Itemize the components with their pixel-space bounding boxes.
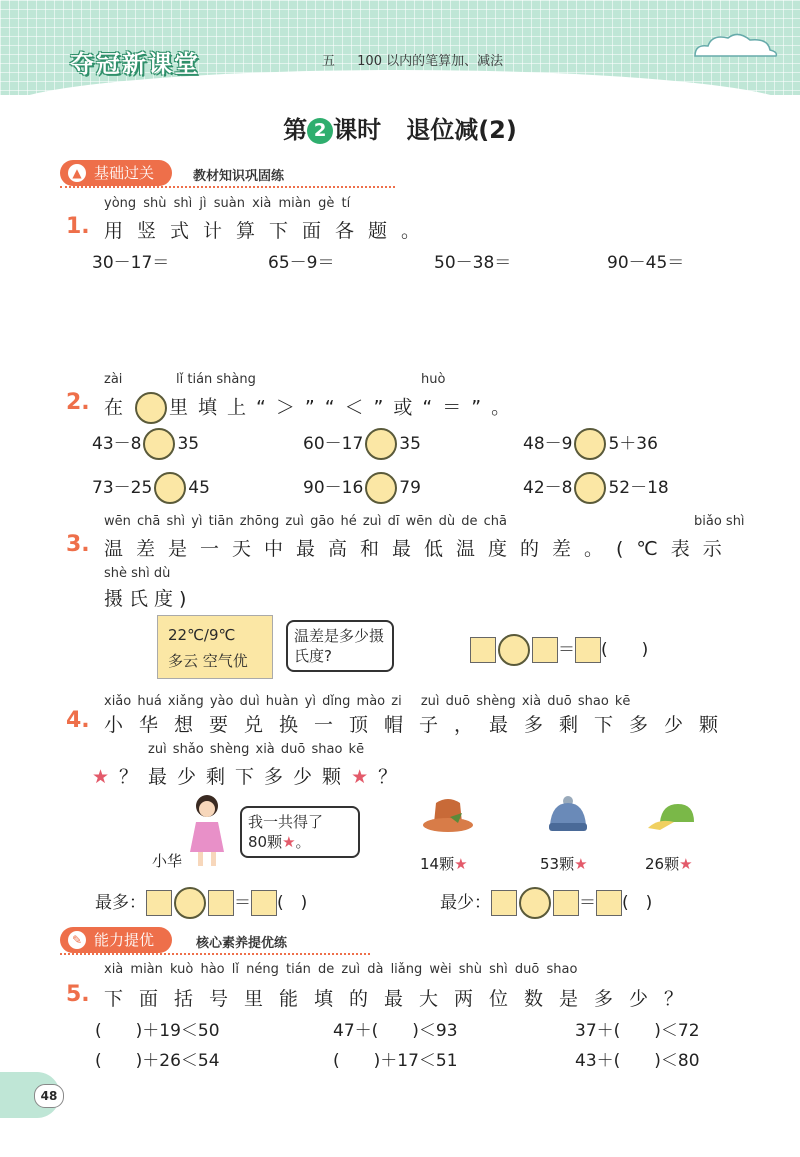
answer-box[interactable] <box>532 637 558 663</box>
unit-paren: ( ) <box>601 640 649 660</box>
cap-icon <box>648 800 698 836</box>
hat-price: 26颗★ <box>645 855 693 873</box>
blank-circle <box>135 392 167 424</box>
divider <box>60 186 395 188</box>
most-label: 最多： <box>95 893 146 913</box>
q5-item: ( )＋26＜54 <box>95 1051 220 1071</box>
operator-circle[interactable] <box>174 887 206 919</box>
compare-circle[interactable] <box>365 428 397 460</box>
weather-desc: 多云 空气优 <box>168 652 248 670</box>
q2-number: 2. <box>66 390 90 415</box>
answer-box[interactable] <box>575 637 601 663</box>
q2-text-b: 里填上“＞”“＜”或“＝”。 <box>169 396 521 419</box>
star-icon: ★ <box>454 855 468 873</box>
q1-number: 1. <box>66 214 90 239</box>
girl-icon <box>182 790 232 870</box>
compare-circle[interactable] <box>574 472 606 504</box>
q5-item: ( )＋17＜51 <box>333 1051 458 1071</box>
operator-circle[interactable] <box>519 887 551 919</box>
q4-text2: ★？最少剩下多少颗★？ <box>92 766 408 788</box>
q5-item: 47＋( )＜93 <box>333 1021 458 1041</box>
answer-box[interactable] <box>596 890 622 916</box>
q1-pinyin: yòng shù shì jì suàn xià miàn gè tí <box>104 196 351 211</box>
divider <box>60 953 370 955</box>
q2-item: 90－16 79 <box>303 472 421 504</box>
girl-label: 小华 <box>152 852 183 870</box>
lesson-name: 退位减(2) <box>406 116 517 144</box>
q3-answer-row: ＝ ( ) <box>470 634 648 666</box>
compare-circle[interactable] <box>154 472 186 504</box>
q3-text: 温差是一天中最高和最低温度的差。(℃表示 <box>104 538 735 560</box>
q4-least-row: 最少： ＝ ( ) <box>440 887 652 919</box>
lesson-suffix: 课时 <box>333 116 382 144</box>
q5-number: 5. <box>66 982 90 1007</box>
beanie-icon <box>546 795 590 835</box>
q4-number: 4. <box>66 708 90 733</box>
chapter-title: 100 以内的笔算加、减法 <box>357 54 504 69</box>
q4-pinyin: xiǎo huá xiǎng yào duì huàn yì dǐng mào zi zuì duō shèng xià duō shao kē <box>104 694 631 709</box>
unit-paren: ( ) <box>277 893 308 913</box>
section-basic-sub: 教材知识巩固练 <box>193 169 285 184</box>
q5-item: ( )＋19＜50 <box>95 1021 220 1041</box>
star-icon: ★ <box>282 833 296 851</box>
star-icon: ★ <box>351 766 379 788</box>
lesson-title <box>0 110 800 145</box>
hat-icon <box>422 795 474 835</box>
q2-item: 43－8 35 <box>92 428 199 460</box>
answer-box[interactable] <box>553 890 579 916</box>
q1-item: 65－9＝ <box>268 253 335 273</box>
pencil-icon: ✎ <box>68 931 86 949</box>
q3-pinyin-end: biǎo shì <box>694 514 745 529</box>
star-icon: ★ <box>92 766 120 788</box>
answer-box[interactable] <box>251 890 277 916</box>
q1-item: 50－38＝ <box>434 253 512 273</box>
q1-item: 90－45＝ <box>607 253 685 273</box>
section-basic-tag <box>60 160 172 186</box>
lesson-number: 2 <box>307 118 333 144</box>
q5-pinyin: xià miàn kuò hào lǐ néng tián de zuì dà liǎng wèi shù shì duō shao <box>104 962 578 977</box>
q5-text: 下面括号里能填的最大两位数是多少？ <box>104 988 700 1010</box>
q2-item: 73－25 45 <box>92 472 210 504</box>
page-number-tab <box>0 1072 60 1118</box>
compare-circle[interactable] <box>574 428 606 460</box>
hat-price: 53颗★ <box>540 855 588 873</box>
q5-item: 37＋( )＜72 <box>575 1021 700 1041</box>
weather-temp: 22℃/9℃ <box>168 626 236 644</box>
brand-logo: 夺冠新课堂 <box>70 50 200 78</box>
star-icon: ★ <box>574 855 588 873</box>
compare-circle[interactable] <box>143 428 175 460</box>
answer-box[interactable] <box>208 890 234 916</box>
q2-text-a: 在 <box>104 396 134 419</box>
q2-pinyin-b: lǐ tián shàng <box>176 372 256 387</box>
q4-text: 小华想要兑换一顶帽子，最多剩下多少颗 <box>104 714 735 736</box>
bubble-line1: 我一共得了 <box>248 813 324 831</box>
section-basic-label: 基础过关 <box>94 164 155 182</box>
star-icon: ★ <box>679 855 693 873</box>
q1-item: 30－17＝ <box>92 253 170 273</box>
weather-card <box>157 615 273 679</box>
bubble-line2: 80颗★。 <box>248 833 311 851</box>
hat-price: 14颗★ <box>420 855 468 873</box>
q3-pinyin2: shè shì dù <box>104 566 171 581</box>
page-number: 48 <box>34 1084 64 1108</box>
least-label: 最少： <box>440 893 491 913</box>
q5-item: 43＋( )＜80 <box>575 1051 700 1071</box>
chapter-number: 五 <box>322 54 336 69</box>
q2-pinyin-a: zài <box>104 372 123 387</box>
q2-text <box>104 392 520 424</box>
cloud-icon <box>690 30 780 60</box>
q3-bubble: 温差是多少摄氏度? <box>286 620 394 672</box>
operator-circle[interactable] <box>498 634 530 666</box>
q2-item: 42－8 52－18 <box>523 472 669 504</box>
answer-box[interactable] <box>491 890 517 916</box>
lesson-prefix: 第 <box>283 116 308 144</box>
q4-bubble <box>240 806 360 858</box>
section-advanced-sub: 核心素养提优练 <box>196 936 288 951</box>
q3-number: 3. <box>66 532 90 557</box>
q2-item: 60－17 35 <box>303 428 421 460</box>
answer-box[interactable] <box>146 890 172 916</box>
q4-pinyin2: zuì shǎo shèng xià duō shao kē <box>148 742 365 757</box>
mountain-icon: ▲ <box>68 164 86 182</box>
q1-text: 用竖式计算下面各题。 <box>104 220 435 242</box>
q4-most-row: 最多： ＝ ( ) <box>95 887 307 919</box>
unit-paren: ( ) <box>622 893 653 913</box>
q2-item: 48－9 5＋36 <box>523 428 658 460</box>
q2-pinyin-c: huò <box>421 372 446 387</box>
q3-pinyin: wēn chā shì yì tiān zhōng zuì gāo hé zuì dī wēn dù de chā <box>104 514 508 529</box>
q3-text2: 摄氏度) <box>104 588 193 610</box>
answer-box[interactable] <box>470 637 496 663</box>
section-advanced-tag <box>60 927 172 953</box>
section-advanced-label: 能力提优 <box>94 931 155 949</box>
chapter-heading <box>322 50 503 69</box>
compare-circle[interactable] <box>365 472 397 504</box>
